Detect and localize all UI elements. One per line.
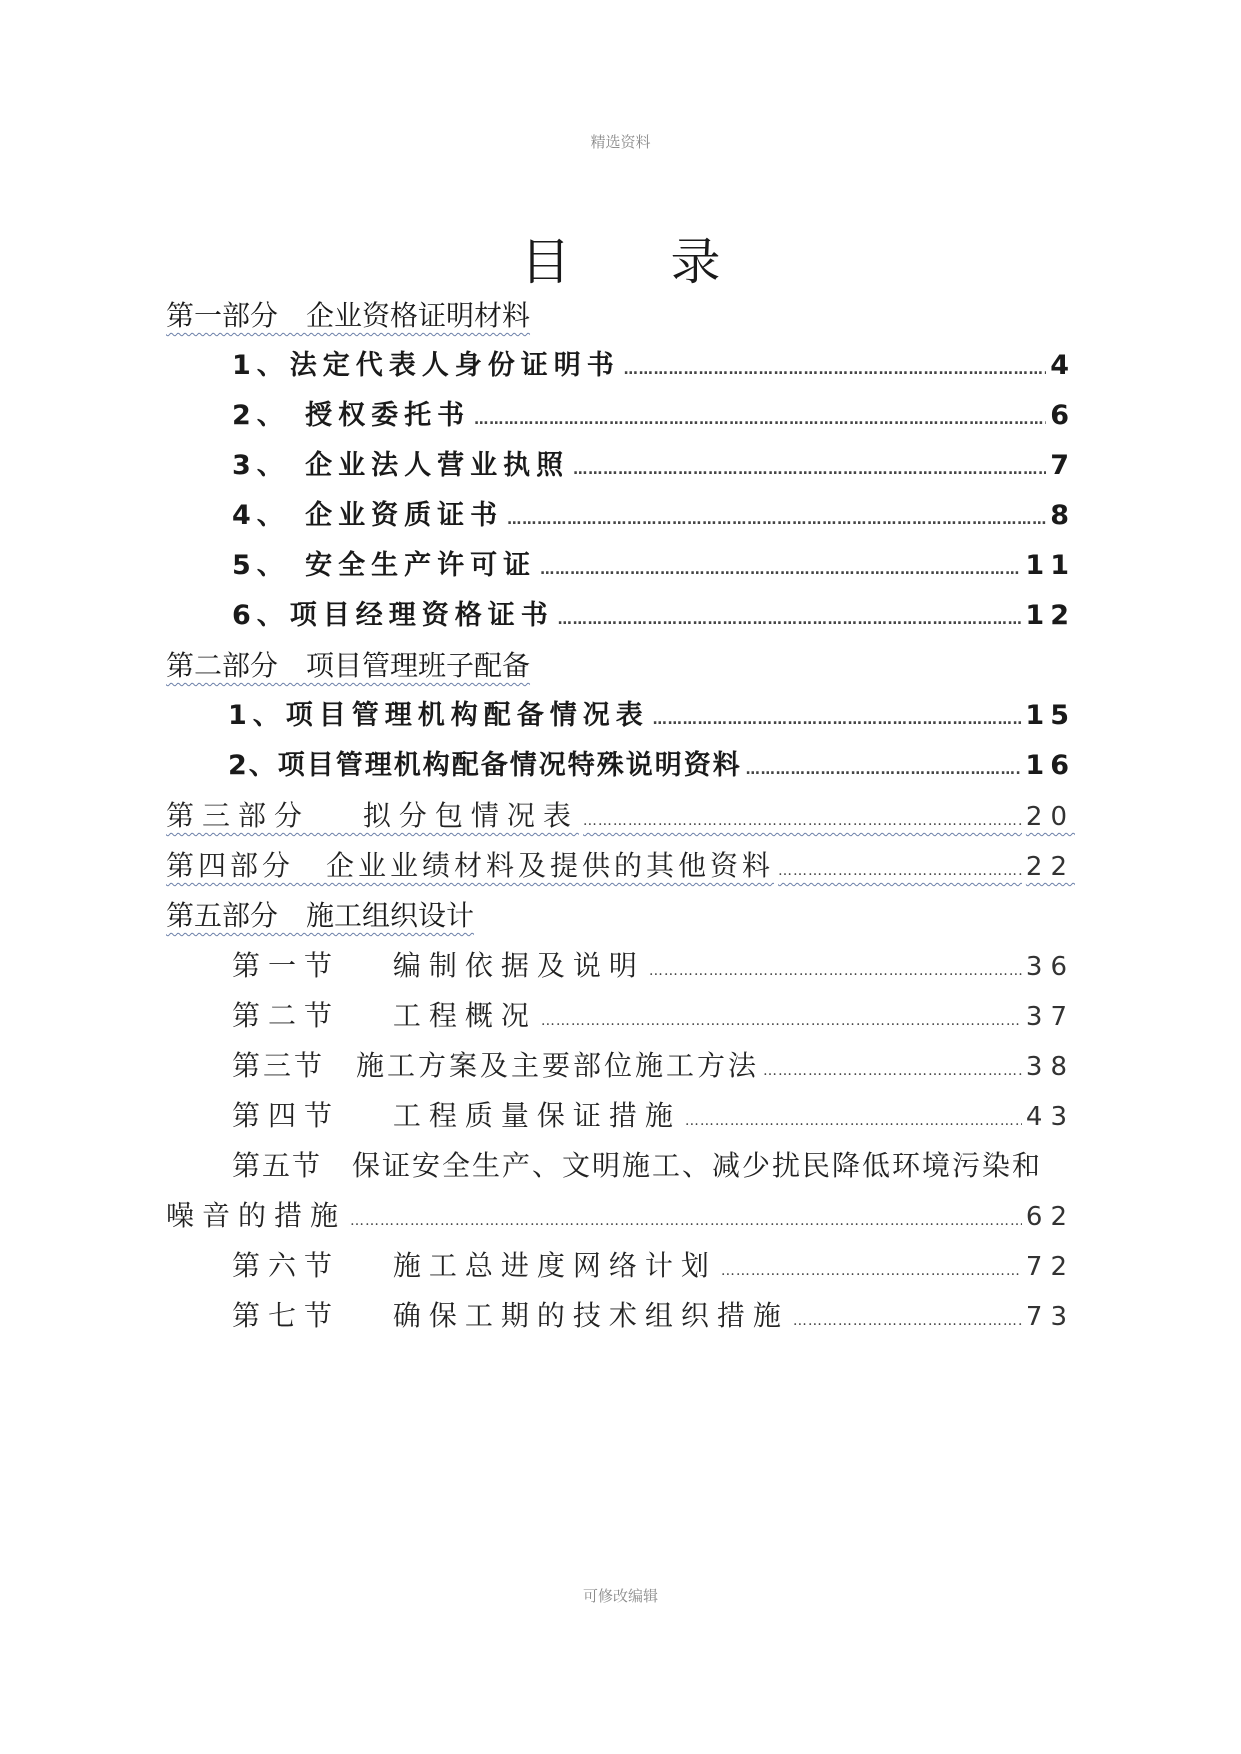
dot-leader [474, 400, 1046, 440]
toc-entry[interactable] [232, 946, 1075, 991]
part-1-heading[interactable]: 第一部分 企业资格证明材料 [166, 299, 531, 332]
toc-entry-page: 11 [1025, 550, 1075, 581]
toc-entry-label: 第三部分 拟分包情况表 [166, 799, 579, 832]
dot-leader [350, 1201, 1022, 1241]
toc-entry-page: 20 [1025, 802, 1075, 832]
toc-entry-page: 12 [1025, 600, 1075, 631]
toc-entry-label: 1、项目管理机构配备情况表 [228, 700, 649, 731]
dot-leader [540, 550, 1021, 590]
toc-entry[interactable] [232, 396, 1075, 440]
dot-leader [763, 1051, 1022, 1091]
toc-entry-label: 第四节 工程质量保证措施 [232, 1099, 681, 1132]
toc-entry-label-line2: 噪音的措施 [166, 1199, 347, 1232]
toc-entry[interactable] [228, 696, 1075, 740]
toc-entry[interactable] [232, 996, 1075, 1041]
toc-entry-label: 2、项目管理机构配备情况特殊说明资料 [228, 750, 742, 781]
toc-entry[interactable] [232, 446, 1075, 490]
toc-entry-label: 第七节 确保工期的技术组织措施 [232, 1299, 789, 1332]
toc-entry-label: 第四部分 企业业绩材料及提供的其他资料 [166, 849, 775, 882]
toc-entry-label: 3、 企业法人营业执照 [232, 450, 570, 481]
dot-leader [778, 851, 1022, 891]
toc-entry[interactable] [232, 1246, 1075, 1291]
dot-leader [685, 1101, 1022, 1141]
toc-entry-page: 43 [1025, 1102, 1075, 1132]
toc-entry-part-3[interactable] [166, 796, 1075, 841]
toc-entry[interactable] [228, 746, 1075, 790]
toc-entry[interactable] [232, 346, 1075, 390]
toc-entry-page: 16 [1025, 750, 1075, 781]
dot-leader [721, 1251, 1022, 1291]
toc-entry-label: 5、 安全生产许可证 [232, 550, 537, 581]
toc-entry[interactable] [232, 1296, 1075, 1341]
toc-entry-label: 1、法定代表人身份证明书 [232, 350, 620, 381]
toc-entry-page: 4 [1050, 350, 1075, 381]
dot-leader [558, 600, 1022, 640]
dot-leader [649, 951, 1022, 991]
toc-entry-page: 72 [1025, 1252, 1075, 1282]
toc-entry-label: 6、项目经理资格证书 [232, 600, 554, 631]
toc-entry-label: 第二节 工程概况 [232, 999, 537, 1032]
toc-entry[interactable] [232, 1046, 1075, 1091]
part-2-heading[interactable]: 第二部分 项目管理班子配备 [166, 649, 531, 682]
dot-leader [653, 700, 1022, 740]
toc-entry-page: 62 [1025, 1202, 1075, 1232]
toc-entry-part-4[interactable] [166, 846, 1075, 891]
part-5-heading[interactable]: 第五部分 施工组织设计 [166, 899, 475, 932]
toc-entry-label: 2、 授权委托书 [232, 400, 471, 431]
toc-entry-page: 15 [1025, 700, 1075, 731]
page-header: 精选资料 [590, 133, 651, 151]
dot-leader [573, 450, 1046, 490]
toc-entry[interactable] [232, 596, 1075, 640]
page-footer: 可修改编辑 [582, 1587, 658, 1605]
toc-entry-page: 36 [1025, 952, 1075, 982]
toc-entry-page: 37 [1025, 1002, 1075, 1032]
toc-entry[interactable] [166, 1196, 1075, 1241]
toc-entry-page: 8 [1050, 500, 1075, 531]
toc-entry-page: 22 [1025, 852, 1075, 882]
toc-entry-label: 第六节 施工总进度网络计划 [232, 1249, 717, 1282]
toc-entry-page: 7 [1050, 450, 1075, 481]
toc-entry-label-line1[interactable]: 第五节 保证安全生产、文明施工、减少扰民降低环境污染和 [232, 1149, 1043, 1182]
toc-entry-page: 73 [1025, 1302, 1075, 1332]
dot-leader [507, 500, 1046, 540]
toc-entry[interactable] [232, 546, 1075, 590]
dot-leader [793, 1301, 1022, 1341]
toc-entry-label: 第一节 编制依据及说明 [232, 949, 645, 982]
dot-leader [624, 350, 1046, 390]
dot-leader [746, 750, 1022, 790]
toc-entry-page: 38 [1025, 1052, 1075, 1082]
toc-entry-label: 4、 企业资质证书 [232, 500, 504, 531]
dot-leader [583, 801, 1022, 841]
toc-entry-label: 第三节 施工方案及主要部位施工方法 [232, 1049, 760, 1082]
toc-entry[interactable] [232, 1096, 1075, 1141]
page-title: 目录 [520, 233, 821, 291]
toc-entry[interactable] [232, 496, 1075, 540]
toc-entry-page: 6 [1050, 400, 1075, 431]
dot-leader [541, 1001, 1022, 1041]
